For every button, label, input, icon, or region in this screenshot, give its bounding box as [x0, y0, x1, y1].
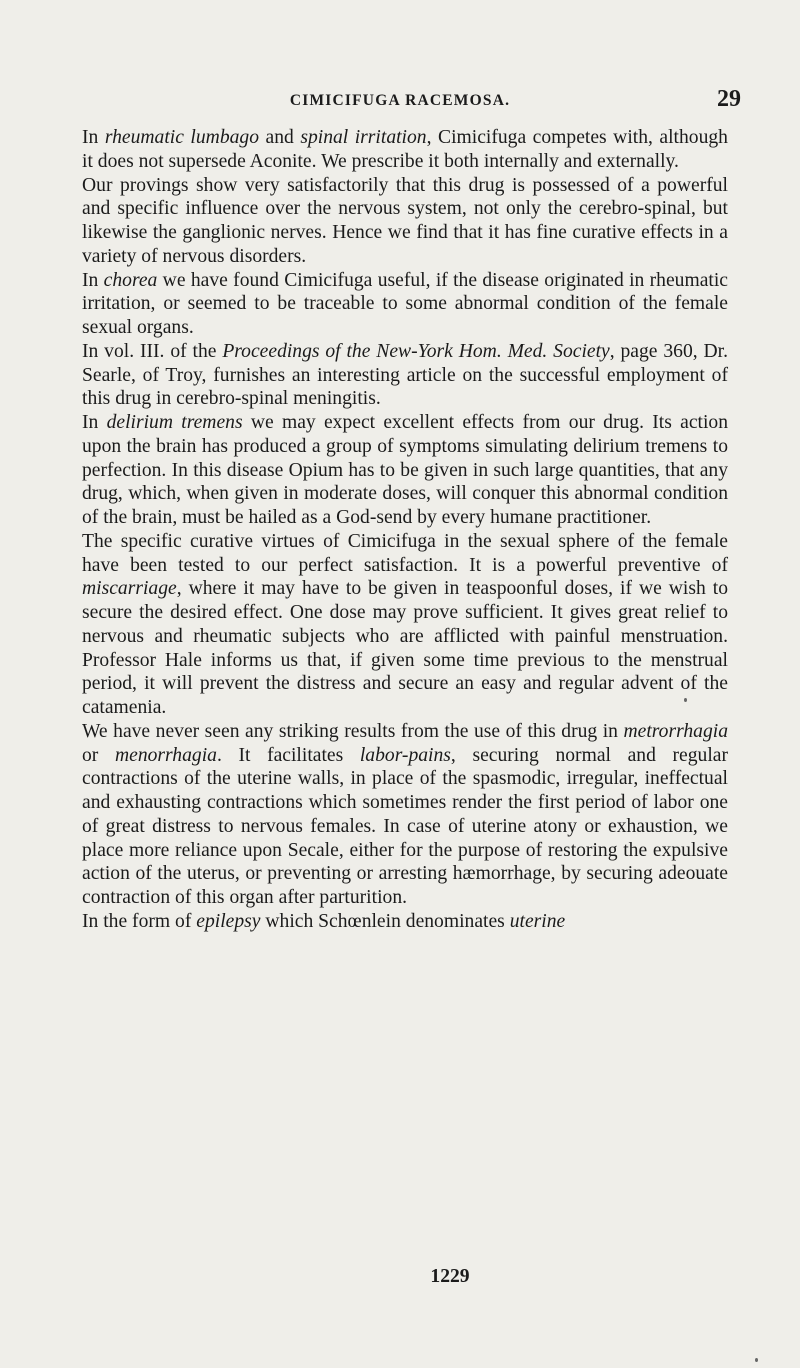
page-number: 29 — [717, 86, 741, 112]
text-run: , page 360, Dr. Searle, of Troy, furnishes an interesting article on the successful employment of this drug in cerebro-spinal meningitis. — [82, 340, 729, 410]
text-run: We have never seen any striking results from the use of this drug in — [82, 720, 624, 742]
italic-text: chorea — [103, 269, 158, 291]
italic-text: labor-pains — [359, 744, 451, 766]
text-run: In — [82, 412, 107, 433]
text-run: and — [259, 127, 301, 148]
italic-text: uterine — [509, 910, 566, 932]
ink-speck — [684, 698, 687, 702]
paragraph — [82, 411, 728, 530]
paragraph — [82, 720, 728, 910]
text-run: , securing normal and regular contractions of the uterine walls, in place of the spasmodic, irregular, ineffectual and exhausting contractions which sometimes render the first period of labor one of great distress to nervous females. In case of uterine atony or exhaustion, we place more reliance upon Secale, either for the purpose of restoring the expulsive action of the uterus, or preventing or arresting hæmorrhage, by securing adeouate contraction of this organ after parturition. — [82, 744, 728, 908]
text-run: In the form of — [82, 910, 197, 932]
text-run: . It facilitates — [216, 744, 360, 766]
text-run: , where it may have to be given in teaspoonful doses, if we wish to secure the desired effect. One dose may prove sufficient. It gives great relief to nervous and rheumatic subjects who are afflicted with painful menstruation. Professor Hale informs us that, if given some time previous to the menstrual period, it will prevent the distress and secure an easy and regular advent of the catamenia. — [82, 578, 728, 718]
text-run: In — [82, 127, 105, 148]
body-text — [82, 126, 728, 934]
ink-speck — [755, 1358, 758, 1362]
page-header — [0, 86, 800, 120]
italic-text: miscarriage — [82, 578, 177, 600]
italic-text: delirium tremens — [106, 412, 243, 433]
paragraph — [82, 340, 728, 411]
text-run: Our provings show very satisfactorily that this drug is possessed of a powerful and specific influence over the nervous system, not only the cerebro-spinal, but likewise the ganglionic nerves. Hence we find that it has fine curative effects in a variety of nervous disorders. — [82, 174, 728, 267]
text-run: In vol. III. of the — [82, 340, 223, 362]
italic-text: epilepsy — [196, 910, 261, 932]
text-run: The specific curative virtues of Cimicifuga in the sexual sphere of the female have been tested to our perfect satisfaction. It is a powerful preventive of — [82, 530, 728, 576]
paragraph — [82, 126, 728, 174]
italic-text: metrorrhagia — [623, 720, 728, 742]
running-head: CIMICIFUGA RACEMOSA. — [289, 92, 511, 109]
text-run: or — [82, 744, 115, 766]
text-run: , Cimicifuga competes with, although it does not supersede Aconite. We prescribe it both internally and externally. — [82, 127, 728, 172]
text-run: In — [82, 269, 104, 291]
italic-text: rheumatic lumbago — [104, 127, 260, 148]
paragraph — [82, 910, 728, 934]
text-run: which Schœnlein denominates — [260, 910, 510, 932]
paragraph — [82, 174, 728, 269]
signature-mark: 1229 — [430, 1266, 470, 1287]
italic-text: Proceedings of the New-York Hom. Med. Society — [222, 340, 610, 362]
paragraph — [82, 269, 728, 340]
italic-text: spinal irritation — [300, 127, 427, 148]
text-run: we may expect excellent effects from our drug. Its action upon the brain has produced a group of symptoms simulating delirium tremens to perfection. In this disease Opium has to be given in such large quantities, that any drug, which, when given in moderate doses, will conquer this abnormal condition of the brain, must be hailed as a God-send by every humane practitioner. — [82, 412, 728, 528]
italic-text: menorrhagia — [114, 744, 217, 766]
text-run: we have found Cimicifuga useful, if the disease originated in rheumatic irritation, or seemed to be traceable to some abnormal condition of the female sexual organs. — [82, 269, 728, 338]
paragraph — [82, 530, 728, 720]
